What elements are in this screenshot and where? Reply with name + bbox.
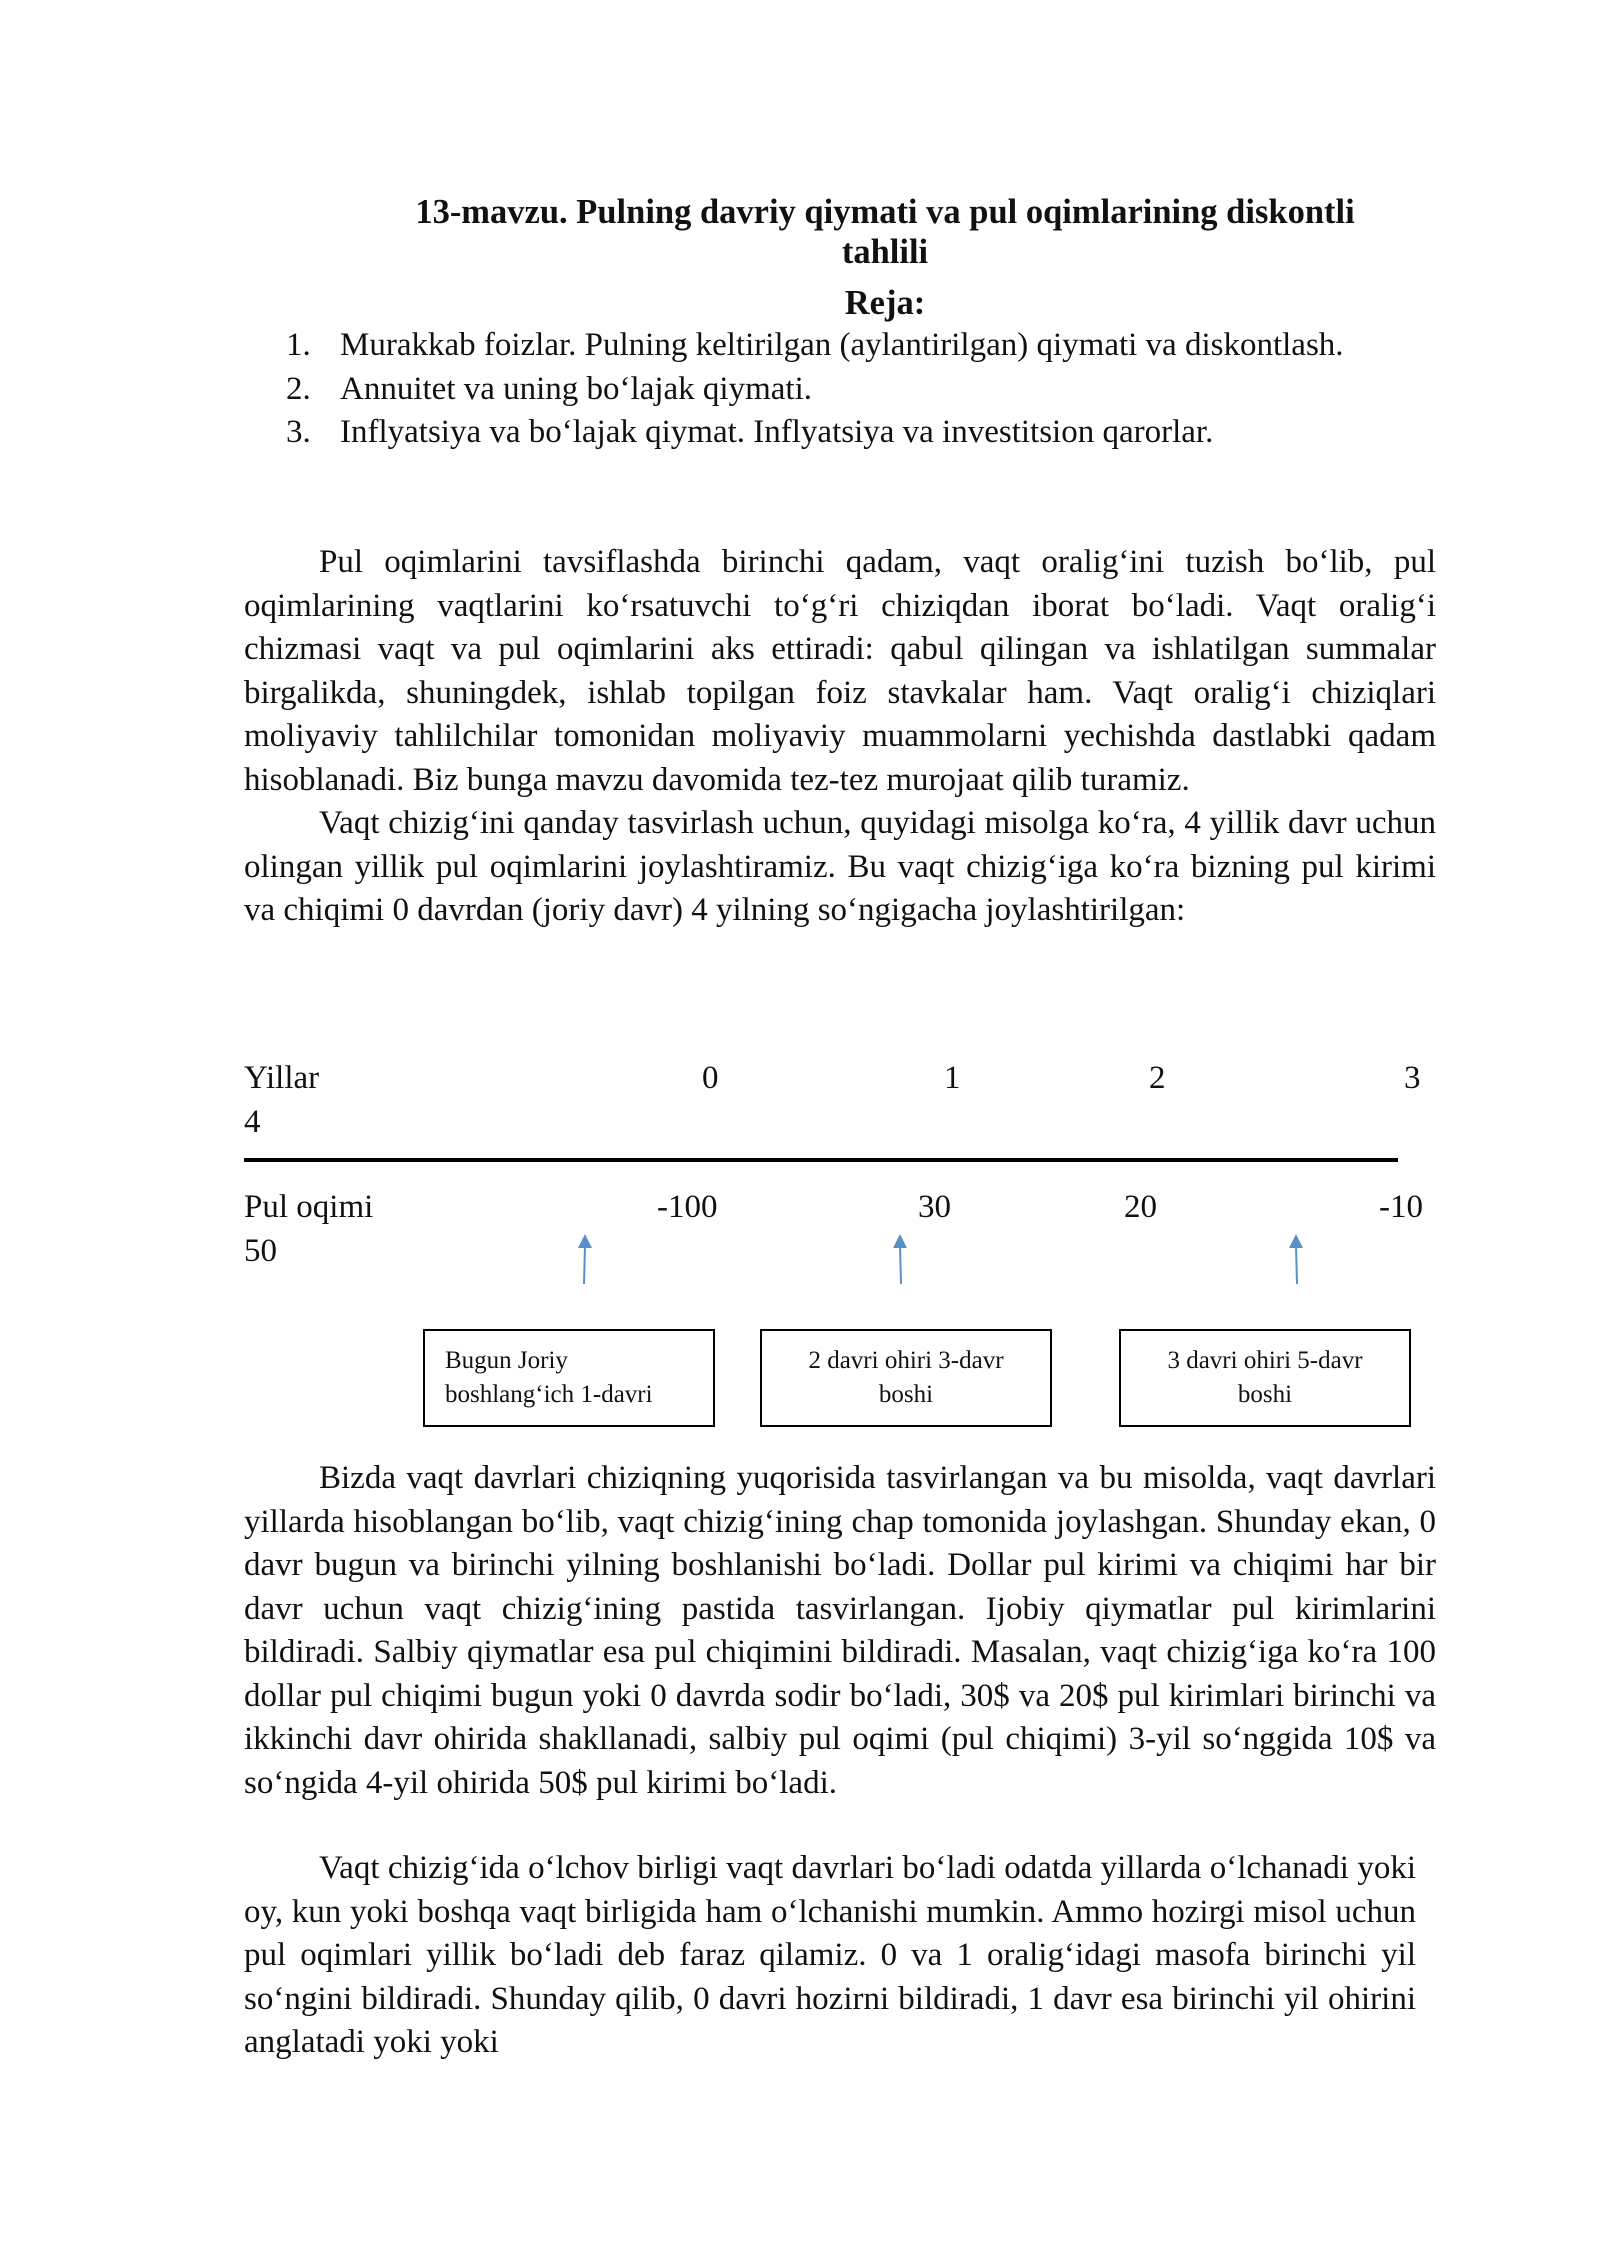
cashflow-label: Pul oqimi — [244, 1189, 374, 1225]
paragraph: Vaqt chizig‘ida o‘lchov birligi vaqt davrlari bo‘ladi odatda yillarda o‘lchanadi yoki oy, kun yoki boshqa vaqt birligida ham o‘lchanishi mumkin. Ammo hozirgi misol uchun pul oqimlari yillik bo‘ladi deb faraz qilamiz. 0 va 1 oralig‘idagi masofa birinchi yil so‘ngini bildiradi. Shunday qilib, 0 davri hozirni bildiradi, 1 davr esa birinchi yil ohirini anglatadi yoki yoki — [244, 1850, 1416, 2060]
body-text-before — [244, 541, 1436, 933]
callout-text — [1121, 1344, 1409, 1412]
body-text-after — [244, 1457, 1436, 1805]
cashflow-value: 20 — [1124, 1189, 1157, 1225]
callout-text — [445, 1344, 713, 1412]
plan-item-text: Inflyatsiya va bo‘lajak qiymat. Inflyatsiya va investitsion qarorlar. — [340, 414, 1214, 450]
up-arrow-icon — [1282, 1232, 1310, 1286]
paragraph: Vaqt chizig‘ini qanday tasvirlash uchun, quyidagi misolga ko‘ra, 4 yillik davr uchun olingan yillik pul oqimlarini joylashtiramiz. Bu vaqt chizig‘iga ko‘ra bizning pul kirimi va chiqimi 0 davrdan (joriy davr) 4 yilning so‘ngigacha joylashtirilgan: — [244, 805, 1436, 928]
up-arrow-icon — [886, 1232, 914, 1286]
plan-item — [286, 411, 1412, 455]
plan-item-number: 1. — [286, 327, 311, 363]
cashflow-value: 30 — [918, 1189, 951, 1225]
callout-line: Bugun Joriy — [445, 1347, 568, 1374]
title-line-2: tahlili — [841, 233, 929, 271]
cashflow-value: -10 — [1379, 1189, 1423, 1225]
callout-box — [1119, 1329, 1411, 1427]
callout-line: boshi — [1237, 1381, 1293, 1408]
year-tick-label: 4 — [244, 1104, 261, 1140]
body-text-after-2 — [244, 1847, 1416, 2065]
callout-box — [760, 1329, 1052, 1427]
title-line-1: 13-mavzu. Pulning davriy qiymati va pul oqimlarining diskontli — [415, 193, 1355, 231]
callout-text — [762, 1344, 1050, 1412]
document-title — [330, 192, 1440, 272]
up-arrow-icon — [571, 1232, 599, 1286]
cashflow-value: 50 — [244, 1233, 277, 1269]
plan-item — [286, 368, 1412, 412]
callout-line: boshi — [878, 1381, 934, 1408]
paragraph: Pul oqimlarini tavsiflashda birinchi qadam, vaqt oralig‘ini tuzish bo‘lib, pul oqimlarining vaqtlarini ko‘rsatuvchi to‘g‘ri chiziqdan iborat bo‘ladi. Vaqt oralig‘i chizmasi vaqt va pul oqimlarini aks ettiradi: qabul qilingan va ishlatilgan summalar birgalikda, shuningdek, ishlab topilgan foiz stavkalar ham. Vaqt oralig‘i chiziqlari moliyaviy tahlilchilar tomonidan moliyaviy muammolarni yechishda dastlabki qadam hisoblanadi. Biz bunga mavzu davomida tez-tez murojaat qilib turamiz. — [244, 544, 1436, 798]
year-tick-label: 2 — [1149, 1060, 1166, 1096]
callout-line: 3 davri ohiri 5-davr — [1167, 1347, 1363, 1374]
cashflow-value: -100 — [657, 1189, 718, 1225]
plan-item-number: 2. — [286, 370, 311, 407]
callout-line: boshlang‘ich 1-davri — [445, 1381, 653, 1408]
year-tick-label: 0 — [702, 1060, 719, 1096]
years-label: Yillar — [244, 1060, 320, 1096]
plan-item — [286, 324, 1412, 368]
plan-list — [286, 324, 1412, 455]
timeline-axis-line — [244, 1158, 1398, 1162]
year-tick-label: 3 — [1404, 1060, 1421, 1096]
callout-line: 2 davri ohiri 3-davr — [808, 1347, 1004, 1374]
callout-box — [423, 1329, 715, 1427]
plan-heading: Reja: — [844, 284, 926, 322]
plan-item-text: Murakkab foizlar. Pulning keltirilgan (aylantirilgan) qiymati va diskontlash. — [340, 327, 1344, 363]
paragraph: Bizda vaqt davrlari chiziqning yuqorisida tasvirlangan va bu misolda, vaqt davrlari yillarda hisoblangan bo‘lib, vaqt chizig‘ining chap tomonida joylashgan. Shunday ekan, 0 davr bugun va birinchi yilning boshlanishi bo‘ladi. Dollar pul kirimi va chiqimi har bir davr uchun vaqt chizig‘ining pastida tasvirlangan. Ijobiy qiymatlar pul kirimlarini bildiradi. Salbiy qiymatlar esa pul chiqimini bildiradi. Masalan, vaqt chizig‘iga ko‘ra 100 dollar pul chiqimi bugun yoki 0 davrda sodir bo‘ladi, 30$ va 20$ pul kirimlari birinchi va ikkinchi davr ohirida shakllanadi, salbiy pul oqimi (pul chiqimi) 3-yil so‘nggida 10$ va so‘ngida 4-yil ohirida 50$ pul kirimi bo‘ladi. — [244, 1460, 1436, 1801]
year-tick-label: 1 — [944, 1060, 961, 1096]
plan-item-text: Annuitet va uning bo‘lajak qiymati. — [340, 370, 812, 407]
plan-item-number: 3. — [286, 414, 311, 450]
